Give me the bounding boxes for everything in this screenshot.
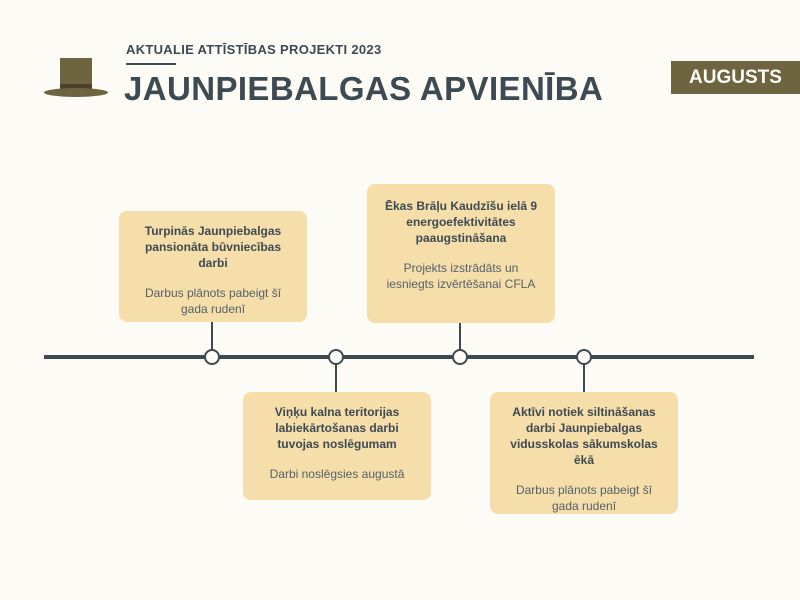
event-title: Viņķu kalna teritorijas labiekārtošanas darbi tuvojas noslēgumam [274, 405, 400, 451]
page-title: JAUNPIEBALGAS APVIENĪBA [124, 70, 604, 107]
timeline-node [204, 349, 220, 365]
timeline-node [576, 349, 592, 365]
top-hat-icon [44, 58, 108, 100]
event-title: Ēkas Brāļu Kaudzīšu ielā 9 energoefektivitātes paaugstināšana [384, 199, 538, 245]
event-card [119, 211, 307, 322]
timeline-node [328, 349, 344, 365]
event-title: Turpinās Jaunpiebalgas pansionāta būvniecības darbi [144, 224, 282, 270]
timeline-node [452, 349, 468, 365]
event-description: Projekts izstrādāts un iesniegts izvērtēšanai CFLA [386, 261, 536, 291]
subtitle-underline [126, 63, 176, 65]
event-card [490, 392, 678, 514]
timeline-line [44, 355, 754, 359]
event-card [367, 184, 555, 323]
event-title: Aktīvi notiek siltināšanas darbi Jaunpiebalgas vidusskolas sākumskolas ēkā [510, 405, 658, 467]
subtitle: AKTUALIE ATTĪSTĪBAS PROJEKTI 2023 [126, 42, 382, 57]
month-badge: AUGUSTS [671, 61, 800, 94]
event-description: Darbus plānots pabeigt šī gada rudenī [144, 286, 282, 316]
event-description: Darbus plānots pabeigt šī gada rudenī [515, 483, 653, 513]
event-card [243, 392, 431, 500]
event-description: Darbi noslēgsies augustā [269, 467, 405, 481]
